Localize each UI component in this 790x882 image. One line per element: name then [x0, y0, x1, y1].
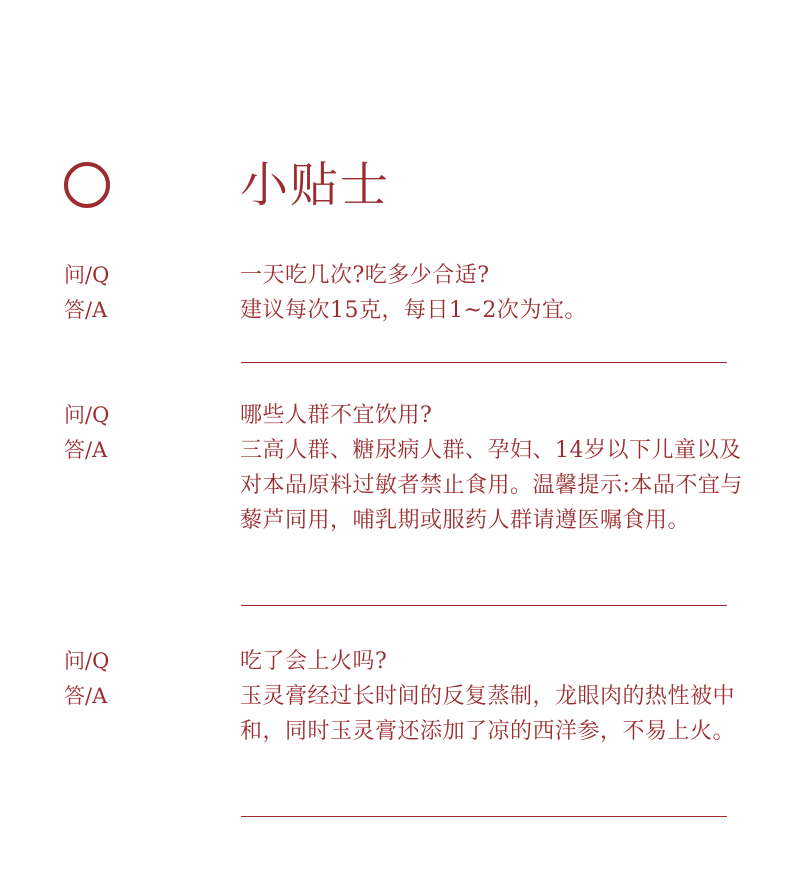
question-text: 哪些人群不宜饮用? — [240, 403, 433, 428]
divider — [241, 362, 727, 363]
question-text: 一天吃几次?吃多少合适? — [240, 263, 490, 288]
question-text: 吃了会上火吗? — [240, 649, 388, 674]
answer-label: 答/A — [64, 684, 108, 708]
divider — [241, 816, 727, 817]
question-label: 问/Q — [64, 649, 110, 673]
question-label: 问/Q — [64, 263, 110, 287]
answer-label: 答/A — [64, 438, 108, 462]
answer-text: 三高人群、糖尿病人群、孕妇、14岁以下儿童以及对本品原料过敏者禁止食用。温馨提示:本品不宜与藜芦同用，哺乳期或服药人群请遵医嘱食用。 — [240, 438, 743, 533]
question-label: 问/Q — [64, 403, 110, 427]
page-title: 小贴士 — [240, 157, 391, 213]
answer-text: 玉灵膏经过长时间的反复蒸制，龙眼肉的热性被中和，同时玉灵膏还添加了凉的西洋参，不易上火。 — [240, 684, 736, 744]
circle-icon — [64, 162, 110, 208]
divider — [241, 605, 727, 606]
answer-label: 答/A — [64, 298, 108, 322]
answer-text: 建议每次15克，每日1~2次为宜。 — [240, 298, 587, 323]
